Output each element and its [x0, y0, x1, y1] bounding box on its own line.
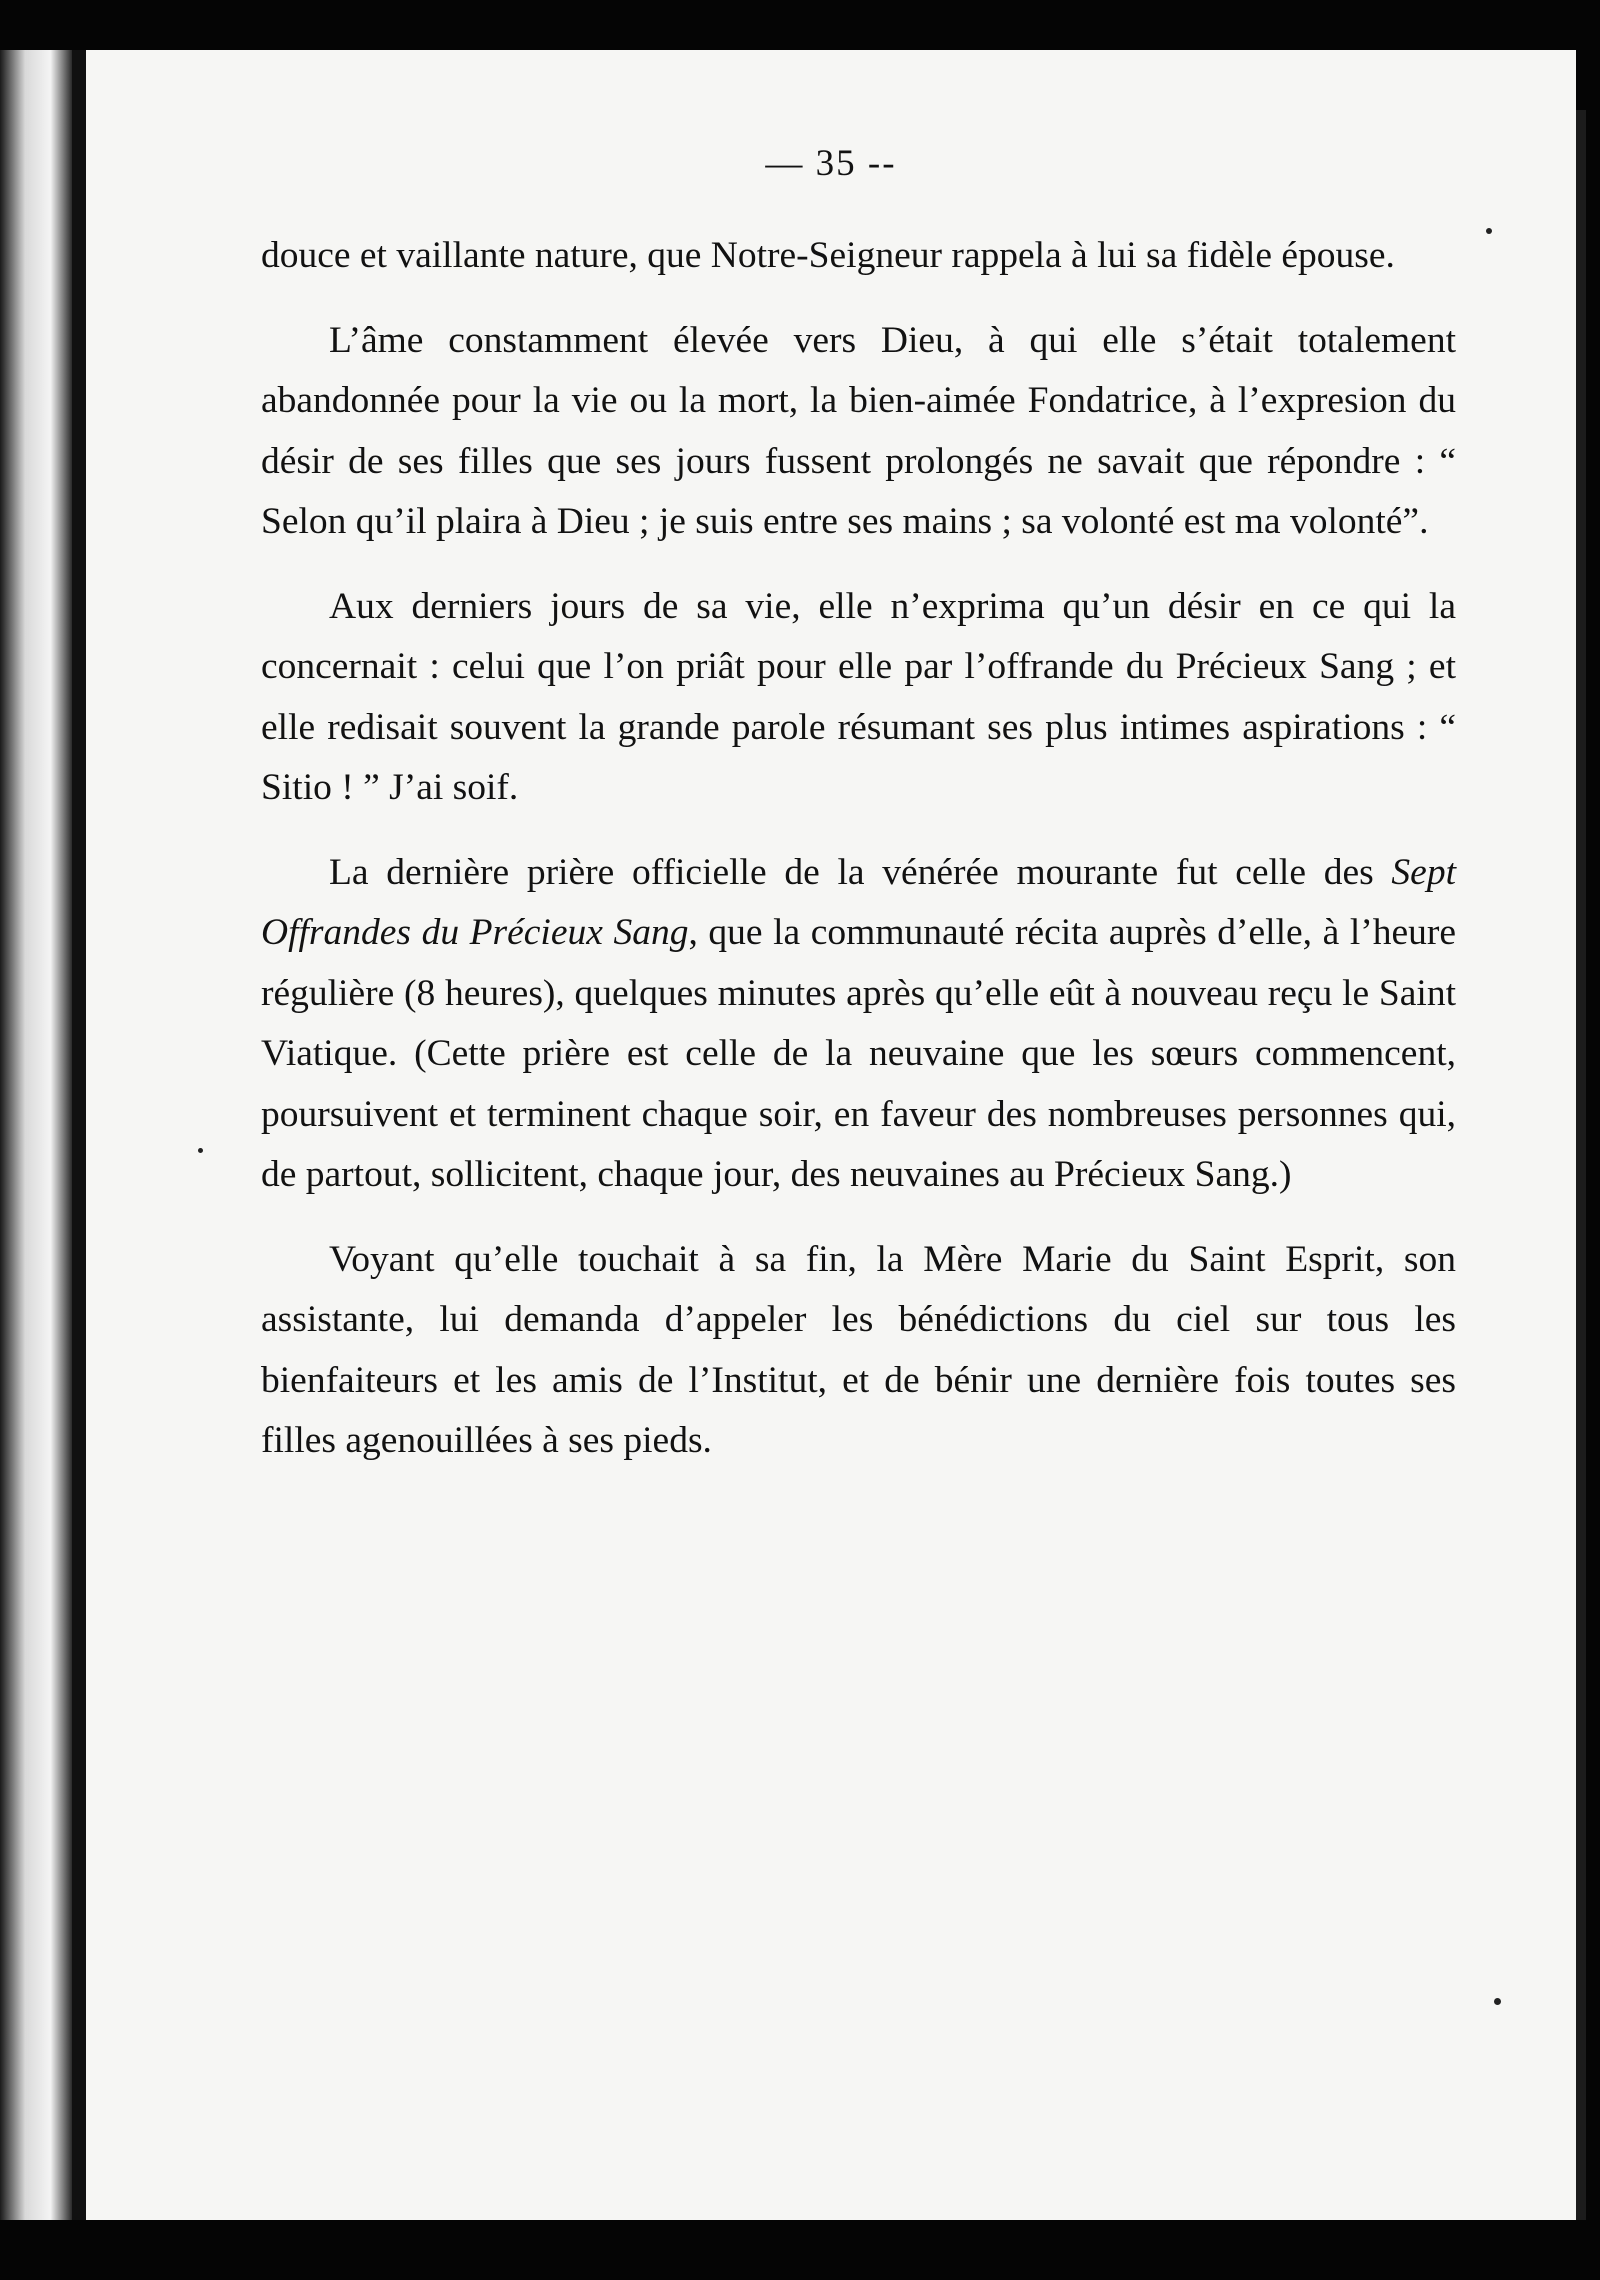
paragraph-2: L’âme constamment élevée vers Dieu, à qui elle s’était totalement abandonnée pour la vie ou la mort, la bien-aimée Fondatrice, à l’expresion du désir de ses filles que ses jours fussent prolongés ne savait que répondre : “ Selon qu’il plaira à Dieu ; je suis entre ses mains ; sa volonté est ma volonté”.: [261, 319, 1456, 542]
page-right-shadow: [1576, 110, 1586, 2220]
ink-speck: [198, 1148, 203, 1153]
ink-speck: [1494, 1998, 1501, 2005]
page-number: — 35 --: [765, 143, 897, 184]
page-body: [261, 226, 1456, 1496]
paragraph-4-text-after: , que la communauté récita auprès d’elle, à l’heure régulière (8 heures), quelques minutes après qu’elle eût à nouveau reçu le Saint Viatique. (Cette prière est celle de la neuvaine que les sœurs commencent, poursuivent et terminent chaque soir, en faveur des nombreuses personnes qui, de partout, sollicitent, chaque jour, des neuvaines au Précieux Sang.): [261, 912, 1457, 1195]
paragraph-1: douce et vaillante nature, que Notre-Seigneur rappela à lui sa fidèle épouse.: [261, 235, 1395, 276]
paragraph-4: [261, 843, 1456, 1206]
paragraph-5: Voyant qu’elle touchait à sa fin, la Mère Marie du Saint Esprit, son assistante, lui demanda d’appeler les bénédictions du ciel sur tous les bienfaiteurs et les amis de l’Institut, et de bénir une dernière fois toutes ses filles agenouillées à ses pieds.: [261, 1238, 1456, 1461]
page-gutter: [72, 50, 86, 2220]
book-spine-edge: [0, 50, 72, 2220]
paragraph-4-italic-title: Sept Offrandes du Précieux Sang: [261, 851, 1456, 953]
book-page: [86, 50, 1576, 2220]
paragraph-4-text-before: La dernière prière officielle de la vénérée mourante fut celle des: [329, 851, 1392, 893]
paragraph-3: Aux derniers jours de sa vie, elle n’exprima qu’un désir en ce qui la concernait : celui que l’on priât pour elle par l’offrande du Précieux Sang ; et elle redisait souvent la grande parole résumant ses plus intimes aspirations : “ Sitio ! ” J’ai soif.: [261, 585, 1456, 808]
ink-speck: [1486, 228, 1492, 234]
